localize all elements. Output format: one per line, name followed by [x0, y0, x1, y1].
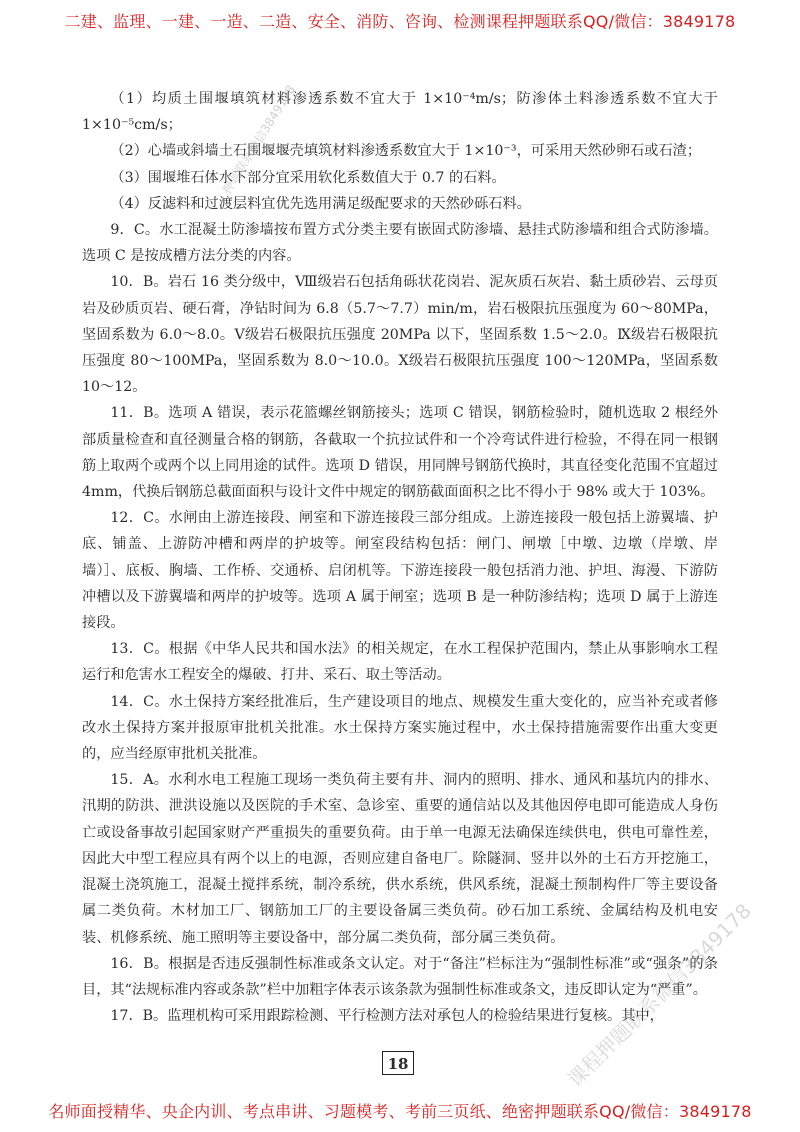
- watermark-upper: 押题联系微信3849178: [219, 82, 299, 197]
- watermark-lower: 课程押题联系微信3849178: [562, 898, 756, 1092]
- answer-17: 17．B。监理机构可采用跟踪检测、平行检测方法对承包人的检验结果进行复核。其中，: [110, 1008, 664, 1025]
- bottom-promo-banner: 名师面授精华、央企内训、考点串讲、习题模考、考前三页纸、绝密押题联系QQ/微信：3849178: [48, 1102, 752, 1121]
- answer-11: 11．B。选项 A 错误，表示花篮螺丝钢筋接头；选项 C 错误，钢筋检验时，随机选取 2 根经外部质量检查和直径测量合格的钢筋，各截取一个抗拉试件和一个冷弯试件进行检验，不得在同一根钢筋上取两个或两个以上同用途的试件。选项 D 错误，用同牌号钢筋代换时，其直径变化范围不宜超过 4mm，代换后钢筋总截面面积与设计文件中规定的钢筋截面面积之比不得小于 98% 或大于 103%。: [82, 405, 718, 501]
- paragraph-rule-2: （2）心墙或斜墙土石围堰堰壳填筑材料渗透系数宜大于 1×10⁻³，可采用天然砂卵石或石渣；: [110, 143, 702, 160]
- paragraph-rule-1: （1）均质土围堰填筑材料渗透系数不宜大于 1×10⁻⁴m/s；防渗体土料渗透系数不宜大于 1×10⁻⁵cm/s；: [82, 91, 718, 134]
- page-number: 18: [382, 1051, 414, 1075]
- answer-explanations: [82, 86, 718, 1029]
- paragraph-rule-3: （3）围堰堆石体水下部分宜采用软化系数值大于 0.7 的石料。: [110, 169, 506, 186]
- answer-13: 13．C。根据《中华人民共和国水法》的相关规定，在水工程保护范围内，禁止从事影响水工程运行和危害水工程安全的爆破、打井、采石、取土等活动。: [82, 641, 718, 684]
- answer-14: 14．C。水土保持方案经批准后，生产建设项目的地点、规模发生重大变化的，应当补充或者修改水土保持方案并报原审批机关批准。水土保持方案实施过程中，水土保持措施需要作出重大变更的，应当经原审批机关批准。: [82, 693, 718, 763]
- paragraph-rule-4: （4）反滤料和过渡层料宜优先选用满足级配要求的天然砂砾石料。: [110, 195, 531, 212]
- answer-9: 9．C。水工混凝土防渗墙按布置方式分类主要有嵌固式防渗墙、悬挂式防渗墙和组合式防渗墙。选项 C 是按成槽方法分类的内容。: [82, 222, 718, 265]
- answer-12: 12．C。水闸由上游连接段、闸室和下游连接段三部分组成。上游连接段一般包括上游翼墙、护底、铺盖、上游防冲槽和两岸的护坡等。闸室段结构包括：闸门、闸墩［中墩、边墩（岸墩、岸墙）］、底板、胸墙、工作桥、交通桥、启闭机等。下游连接段一般包括消力池、护坦、海漫、下游防冲槽以及下游翼墙和两岸的护坡等。选项 A 属于闸室；选项 B 是一种防渗结构；选项 D 属于上游连接段。: [82, 510, 718, 632]
- answer-16: 16．B。根据是否违反强制性标准或条文认定。对于“备注”栏标注为“强制性标准”或“强条”的条目，其“法规标准内容或条款”栏中加粗字体表示该条款为强制性标准或条文，违反即认定为“严重”。: [82, 955, 718, 998]
- answer-15: 15．A。水利水电工程施工现场一类负荷主要有井、洞内的照明、排水、通风和基坑内的排水、汛期的防洪、泄洪设施以及医院的手术室、急诊室、重要的通信站以及其他因停电即可能造成人身伤亡或设备事故引起国家财产严重损失的重要负荷。由于单一电源无法确保连续供电，供电可靠性差，因此大中型工程应具有两个以上的电源，否则应建自备电厂。除隧洞、竖井以外的土石方开挖施工，混凝土浇筑施工，混凝土搅拌系统，制冷系统，供水系统，供风系统，混凝土预制构件厂等主要设备属二类负荷。木材加工厂、钢筋加工厂的主要设备属三类负荷。砂石加工系统、金属结构及机电安装、机修系统、施工照明等主要设备中，部分属二类负荷，部分属三类负荷。: [82, 772, 718, 946]
- answer-10: 10．B。岩石 16 类分级中，Ⅷ级岩石包括角砾状花岗岩、泥灰质石灰岩、黏土质砂岩、云母页岩及砂质页岩、硬石膏，净钻时间为 6.8（5.7～7.7）min/m，岩石极限抗压强度为 60～80MPa，坚固系数为 6.0～8.0。Ⅴ级岩石极限抗压强度 20MPa 以下，坚固系数 1.5～2.0。Ⅸ级岩石极限抗压强度 80～100MPa，坚固系数为 8.0～10.0。Ⅹ级岩石极限抗压强度 100～120MPa，坚固系数 10～12。: [82, 274, 718, 396]
- top-promo-banner: 二建、监理、一建、一造、二造、安全、消防、咨询、检测课程押题联系QQ/微信：3849178: [64, 12, 736, 31]
